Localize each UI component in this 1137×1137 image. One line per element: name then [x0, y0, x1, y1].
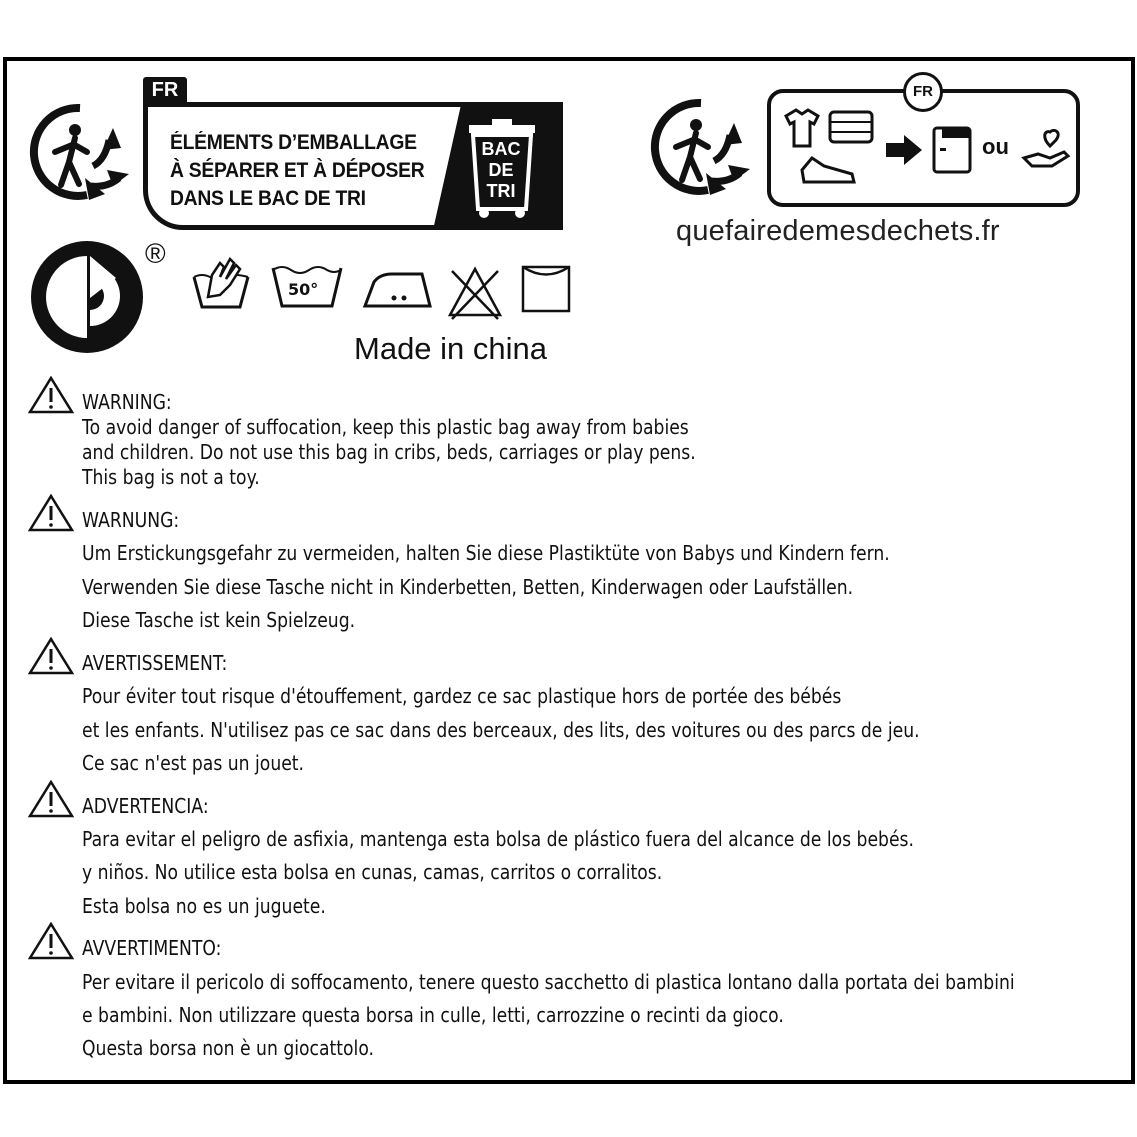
bin-label: BAC DE TRI: [481, 139, 521, 201]
warning-line: To avoid danger of suffocation, keep this plastic bag away from babies: [82, 415, 689, 439]
warning-line: et les enfants. N'utilisez pas ce sac dans des berceaux, des lits, des voitures ou des parcs de jeu.: [82, 718, 920, 742]
warning-line: Questa borsa non è un giocattolo.: [82, 1036, 375, 1060]
or-label: ou: [982, 134, 1009, 159]
warning-line: Verwenden Sie diese Tasche nicht in Kinderbetten, Betten, Kinderwagen oder Laufställen.: [82, 575, 854, 599]
warning-line: Ce sac n'est pas un jouet.: [82, 751, 305, 775]
warning-line: and children. Do not use this bag in cribs, beds, carriages or play pens.: [82, 440, 696, 464]
registered-mark: ®: [145, 238, 166, 269]
warning-line: Esta bolsa no es un juguete.: [82, 894, 326, 918]
green-dot-icon: [28, 238, 146, 356]
sorting-instruction-text: ÉLÉMENTS D’EMBALLAGE À SÉPARER ET À DÉPOSER DANS LE BAC DE TRI: [170, 131, 425, 210]
warning-line: Para evitar el peligro de asfixia, mantenga esta bolsa de plástico fuera del alcance de los bebés.: [82, 827, 914, 851]
triman-recycling-icon: [646, 95, 756, 200]
warning-line: This bag is not a toy.: [82, 465, 260, 489]
textile-items-icon: [782, 108, 882, 192]
warning-title: AVVERTIMENTO:: [82, 936, 222, 960]
no-bleach-icon: [446, 265, 504, 321]
warning-icon: [28, 922, 74, 960]
warning-title: ADVERTENCIA:: [82, 794, 209, 818]
country-badge: FR: [903, 72, 943, 112]
warning-icon: [28, 376, 74, 414]
collection-container-icon: [930, 124, 976, 176]
tumble-dry-icon: [520, 264, 572, 314]
warning-icon: [28, 637, 74, 675]
donation-hand-icon: [1020, 124, 1072, 172]
warning-line: y niños. No utilice esta bolsa en cunas, camas, carritos o corralitos.: [82, 860, 663, 884]
hand-wash-icon: [190, 255, 252, 311]
website-url: quefairedemesdechets.fr: [676, 215, 1000, 247]
warning-line: Um Erstickungsgefahr zu vermeiden, halten Sie diese Plastiktüte von Babys und Kindern fern.: [82, 541, 890, 565]
origin-text: Made in china: [354, 331, 548, 366]
warning-icon: [28, 494, 74, 532]
arrow-right-icon: [884, 134, 924, 166]
warning-line: Pour éviter tout risque d'étouffement, gardez ce sac plastique hors de portée des bébés: [82, 684, 842, 708]
warning-title: WARNING:: [82, 390, 172, 414]
wash-temperature: 50°: [288, 280, 319, 299]
warning-title: AVERTISSEMENT:: [82, 651, 228, 675]
warning-line: Per evitare il pericolo di soffocamento, tenere questo sacchetto di plastica lontano dalla portata dei bambini: [82, 970, 1015, 994]
country-tab: FR: [143, 77, 187, 104]
triman-recycling-icon: [25, 100, 135, 205]
warning-line: Diese Tasche ist kein Spielzeug.: [82, 608, 356, 632]
warning-title: WARNUNG:: [82, 508, 180, 532]
warning-icon: [28, 780, 74, 818]
warning-line: e bambini. Non utilizzare questa borsa in culle, letti, carrozzine o recinti da gioco.: [82, 1003, 784, 1027]
iron-icon: [362, 268, 436, 310]
